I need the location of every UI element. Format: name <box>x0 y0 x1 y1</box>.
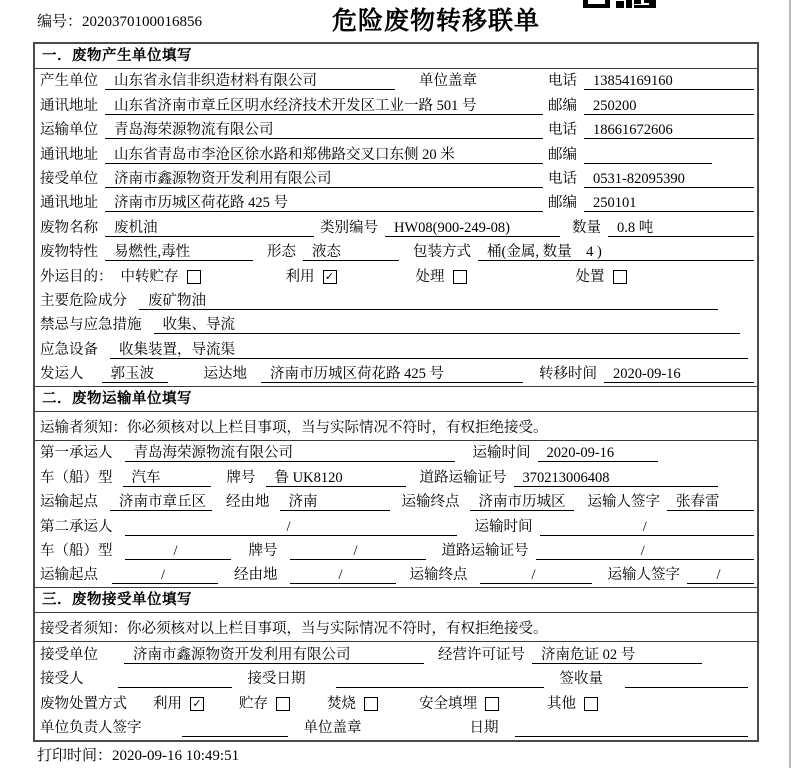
field-label: 应急设备 <box>40 341 98 358</box>
checkbox-label: 处理 <box>415 268 445 285</box>
print-time-value: 2020-09-16 10:49:51 <box>112 748 240 764</box>
field-label: 道路运输证号 <box>441 543 529 560</box>
form-row <box>35 215 757 239</box>
form-row <box>35 539 757 563</box>
form-row <box>35 93 757 117</box>
form-row <box>35 191 757 215</box>
checkbox-label: 焚烧 <box>327 695 356 712</box>
field-value: 济南市历城区荷花路 425 号 <box>105 194 543 212</box>
field-label: 接受单位 <box>40 646 98 663</box>
field-label: 经由地 <box>234 567 278 584</box>
field-label: 单位盖章 <box>419 73 477 90</box>
form-row <box>35 716 757 740</box>
field-label: 包装方式 <box>413 244 471 261</box>
field-value: 13854169160 <box>584 72 754 90</box>
field-label: 运输人签字 <box>587 494 660 511</box>
checkbox-label: 贮存 <box>239 695 268 712</box>
field-label: 类别编号 <box>320 219 378 236</box>
field-label: 电话 <box>548 122 577 139</box>
checkbox-option <box>286 268 416 286</box>
field-label: 转移时间 <box>539 366 597 383</box>
field-label: 运输人签字 <box>607 567 680 584</box>
form-row <box>35 465 757 489</box>
field-label: 经由地 <box>226 494 270 511</box>
checkbox-label: 利用 <box>285 268 315 285</box>
form-row <box>35 441 757 465</box>
field-label: 邮编 <box>548 146 577 163</box>
field-value-empty <box>182 719 288 737</box>
print-time-label: 打印时间： <box>37 748 113 764</box>
field-label: 通讯地址 <box>40 146 98 163</box>
checkbox-unchecked-icon <box>485 697 499 711</box>
field-value: 济南市鑫源物资开发利用有限公司 <box>124 646 424 664</box>
field-value: 济南市鑫源物资开发利用有限公司 <box>105 170 543 188</box>
checkbox-checked-icon: ✓ <box>190 697 204 711</box>
field-value: 山东省济南市章丘区明水经济技术开发区工业一路 501 号 <box>105 97 543 115</box>
checkbox-label: 其他 <box>547 695 576 712</box>
checkbox-label: 处置 <box>575 268 605 285</box>
field-label: 产生单位 <box>40 73 98 90</box>
checkbox-label: 中转贮存 <box>120 268 179 285</box>
field-value: 济南市历城区 <box>470 493 574 511</box>
checkbox-unchecked-icon <box>613 270 627 284</box>
field-value: 0.8 吨 <box>608 219 754 237</box>
field-value: / <box>125 542 231 560</box>
field-value: 郭玉波 <box>102 365 168 383</box>
field-label: 主要危险成分 <box>40 292 127 309</box>
window-edge-line <box>789 0 791 768</box>
field-value: 2020-09-16 <box>604 365 754 383</box>
field-label: 邮编 <box>548 195 577 212</box>
form-row <box>35 313 757 337</box>
section-header: 二．废物运输单位填写 <box>35 387 757 412</box>
field-label: 禁忌与应急措施 <box>40 317 142 334</box>
notice-row <box>35 412 757 441</box>
field-value: 济南 <box>280 493 390 511</box>
form-row <box>35 69 757 93</box>
field-value: / <box>480 566 592 584</box>
field-label: 车（船）型 <box>40 543 113 560</box>
field-value: 张春雷 <box>667 493 754 511</box>
checkbox-unchecked-icon <box>453 270 467 284</box>
form-row <box>35 667 757 691</box>
field-value-empty <box>118 670 232 688</box>
field-value: 青岛海荣源物流有限公司 <box>125 444 455 462</box>
field-value-empty <box>336 670 544 688</box>
section-header: 三．废物接受单位填写 <box>35 588 757 613</box>
field-value-empty <box>625 670 748 688</box>
field-label: 通讯地址 <box>40 97 98 114</box>
checkbox-option <box>121 268 286 286</box>
field-value: 易燃性,毒性 <box>105 243 253 261</box>
form-section-1 <box>35 44 757 386</box>
field-label: 电话 <box>548 73 577 90</box>
field-label: 运达地 <box>203 366 247 383</box>
field-label: 运输单位 <box>40 122 98 139</box>
field-value: / <box>540 518 755 536</box>
form-row <box>35 118 757 142</box>
field-label: 数量 <box>572 219 601 236</box>
serial-number <box>37 10 202 31</box>
field-label: 签收量 <box>559 671 603 688</box>
checkbox-unchecked-icon <box>584 697 598 711</box>
field-label: 废物处置方式 <box>40 695 127 712</box>
form-row <box>35 563 757 587</box>
field-value: 0531-82095390 <box>584 170 754 188</box>
field-label: 接受单位 <box>40 170 98 187</box>
field-value: 鲁 UK8120 <box>266 469 406 487</box>
field-label: 发运人 <box>40 366 84 383</box>
checkbox-unchecked-icon <box>364 697 378 711</box>
field-value: 山东省青岛市李沧区徐水路和郑佛路交叉口东侧 20 米 <box>105 146 543 164</box>
form-row <box>35 142 757 166</box>
form-row <box>35 691 757 715</box>
field-value: 250200 <box>584 97 754 115</box>
serial-label: 编号： <box>37 14 83 30</box>
form-section-3 <box>35 587 757 740</box>
form-row <box>35 362 757 386</box>
field-value: 2020-09-16 <box>538 444 659 462</box>
field-label: 运输起点 <box>40 494 98 511</box>
checkbox-option <box>153 695 239 713</box>
form-row <box>35 490 757 514</box>
field-label: 形态 <box>267 244 296 261</box>
serial-value: 2020370100016856 <box>82 14 203 30</box>
field-value: 18661672606 <box>584 121 754 139</box>
field-value: 370213006408 <box>514 469 719 487</box>
field-label: 运输时间 <box>474 518 533 535</box>
field-value: 废机油 <box>105 219 314 237</box>
field-label: 牌号 <box>226 469 256 486</box>
field-value: 收集、导流 <box>154 316 741 334</box>
field-label: 第二承运人 <box>40 518 113 535</box>
field-label: 道路运输证号 <box>419 469 507 486</box>
field-value: / <box>112 566 218 584</box>
field-label: 电话 <box>548 170 577 187</box>
field-value: 济南市历城区荷花路 425 号 <box>261 365 523 383</box>
field-value: HW08(900-249-08) <box>385 219 560 237</box>
form-row <box>35 514 757 538</box>
field-label: 接受人 <box>40 671 84 688</box>
field-label: 运输终点 <box>401 494 460 511</box>
section-header: 一．废物产生单位填写 <box>35 44 757 69</box>
checkbox-option <box>576 268 686 286</box>
form-row <box>35 240 757 264</box>
checkbox-label: 安全填埋 <box>419 695 477 712</box>
field-value: 山东省永信非织造材料有限公司 <box>105 72 395 90</box>
checkbox-option <box>547 695 647 713</box>
field-label: 外运目的： <box>40 268 113 285</box>
field-label: 日期 <box>469 719 499 736</box>
checkbox-option <box>239 695 327 713</box>
field-value: 青岛海荣源物流有限公司 <box>105 121 543 139</box>
qr-code-fragment <box>583 0 657 10</box>
notice-text: 运输者须知：你必须核对以上栏目事项，当与实际情况不符时，有权拒绝接受。 <box>40 419 548 436</box>
form-row <box>35 289 757 313</box>
notice-text: 接受者须知：你必须核对以上栏目事项，当与实际情况不符时，有权拒绝接受。 <box>40 620 548 637</box>
field-label: 接受日期 <box>247 671 306 688</box>
field-value: 250101 <box>584 194 754 212</box>
checkbox-option <box>419 695 547 713</box>
field-value: 液态 <box>303 243 399 261</box>
field-value: 桶(金属, 数量 4 ) <box>478 243 754 261</box>
field-label: 车（船）型 <box>40 469 113 486</box>
field-label: 邮编 <box>548 97 577 114</box>
checkbox-unchecked-icon <box>276 697 290 711</box>
form-row <box>35 167 757 191</box>
form-row <box>35 264 757 288</box>
field-value: 济南危证 02 号 <box>532 646 702 664</box>
field-value: / <box>125 518 457 536</box>
form-row <box>35 337 757 361</box>
checkbox-option <box>327 695 419 713</box>
transfer-manifest-form <box>33 42 759 742</box>
field-label: 运输时间 <box>472 445 531 462</box>
field-label: 运输终点 <box>409 567 468 584</box>
field-value: / <box>290 566 396 584</box>
checkbox-unchecked-icon <box>187 270 201 284</box>
field-label: 运输起点 <box>40 567 98 584</box>
field-label: 第一承运人 <box>40 445 113 462</box>
field-label: 废物特性 <box>40 244 98 261</box>
checkbox-checked-icon: ✓ <box>323 270 337 284</box>
field-value-empty <box>515 719 749 737</box>
field-value: / <box>290 542 426 560</box>
field-label: 牌号 <box>248 543 278 560</box>
field-value-empty <box>584 146 712 164</box>
field-label: 废物名称 <box>40 219 98 236</box>
field-label: 通讯地址 <box>40 195 98 212</box>
notice-row <box>35 613 757 642</box>
field-value: / <box>536 542 755 560</box>
field-label: 经营许可证号 <box>438 646 525 663</box>
checkbox-option <box>416 268 576 286</box>
form-section-2 <box>35 386 757 587</box>
field-label: 单位盖章 <box>303 719 362 736</box>
page-title: 危险废物转移联单 <box>332 8 541 35</box>
checkbox-label: 利用 <box>153 695 182 712</box>
field-value: 废矿物油 <box>139 292 718 310</box>
form-row <box>35 642 757 666</box>
field-value: 济南市章丘区 <box>110 493 212 511</box>
field-value: 收集装置，导流渠 <box>110 341 748 359</box>
print-time <box>37 744 239 765</box>
field-value: 汽车 <box>123 469 211 487</box>
field-value: / <box>687 566 754 584</box>
field-label: 单位负责人签字 <box>40 719 142 736</box>
